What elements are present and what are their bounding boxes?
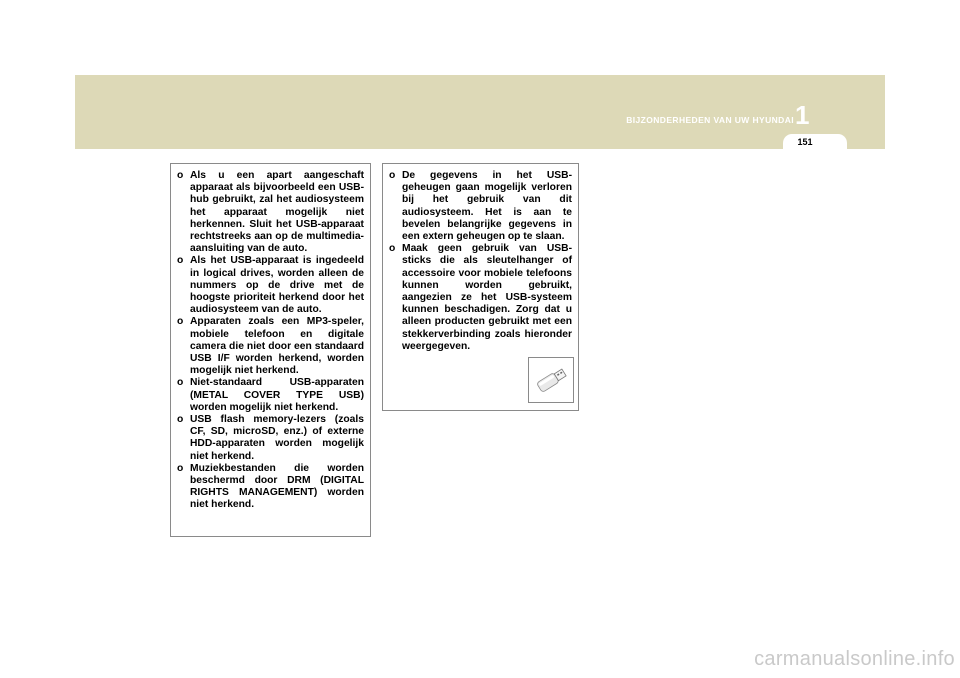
header-band bbox=[75, 75, 885, 149]
list-item: o De gegevens in het USB-geheugen gaan mogelijk verloren bij het gebruik van dit audiosysteem. Het is aan te bevelen belangrijke gegevens in een extern geheugen op te slaan. bbox=[389, 170, 572, 243]
list-item: o Niet-standaard USB-apparaten (METAL COVER TYPE USB) worden mogelijk niet herkend. bbox=[177, 377, 364, 413]
list-item: o Als u een apart aangeschaft apparaat als bijvoorbeeld een USB-hub gebruikt, zal het audiosysteem het apparaat mogelijk niet herkennen. Sluit het USB-apparaat rechtstreeks aan op de multimedia-aansluiting van de auto. bbox=[177, 170, 364, 255]
section-title: BIJZONDERHEDEN VAN UW HYUNDAI bbox=[626, 115, 794, 125]
page-number: 151 bbox=[797, 137, 813, 147]
left-bullet-list bbox=[177, 170, 364, 512]
right-bullet-list bbox=[389, 170, 572, 353]
list-item: o Apparaten zoals een MP3-speler, mobiele telefoon en digitale camera die niet door een standaard USB I/F worden herkend, worden mogelijk niet herkend. bbox=[177, 316, 364, 377]
footer-watermark: carmanualsonline.info bbox=[754, 648, 955, 670]
list-item: o USB flash memory-lezers (zoals CF, SD, microSD, enz.) of externe HDD-apparaten worden mogelijk niet herkend. bbox=[177, 414, 364, 462]
chapter-number: 1 bbox=[795, 100, 810, 130]
usb-stick-icon bbox=[528, 357, 574, 403]
list-item: o Maak geen gebruik van USB-sticks die als sleutelhanger of accessoire voor mobiele telefoons kunnen worden gebruikt, aangezien ze het USB-systeem kunnen beschadigen. Zorg dat u alleen producten gebruikt met een stekkerverbinding zoals hieronder weergegeven. bbox=[389, 243, 572, 352]
list-item: o Als het USB-apparaat is ingedeeld in logical drives, worden alleen de nummers op de drive met de hoogste prioriteit herkend door het audiosysteem van de auto. bbox=[177, 255, 364, 316]
list-item: o Muziekbestanden die worden beschermd door DRM (DIGITAL RIGHTS MANAGEMENT) worden niet herkend. bbox=[177, 462, 364, 511]
left-notes-box bbox=[170, 163, 371, 537]
